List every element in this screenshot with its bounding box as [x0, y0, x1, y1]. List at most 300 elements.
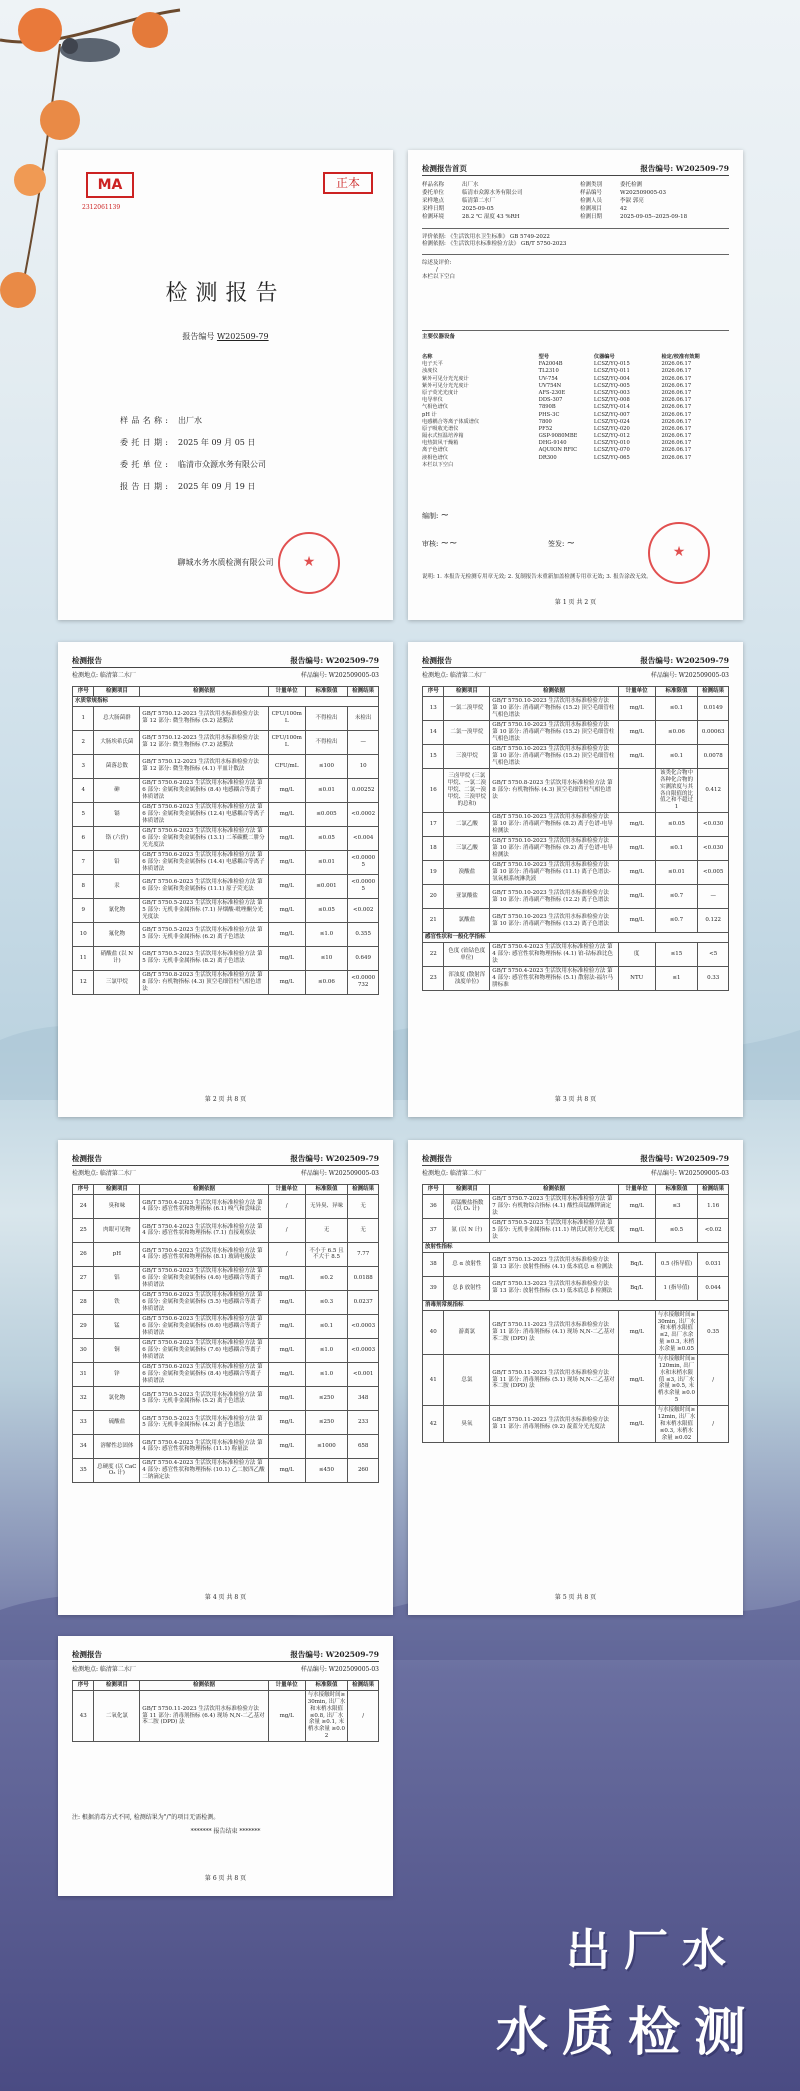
- reviewer-signature: 审核: ~~: [422, 538, 458, 549]
- table-cell: ≤0.05: [305, 826, 348, 850]
- table-cell: pH: [94, 1242, 140, 1266]
- column-header: 序号: [423, 1185, 444, 1195]
- table-cell: 30: [73, 1338, 94, 1362]
- table-cell: ≤1.0: [305, 922, 348, 946]
- column-header: 计量单位: [618, 687, 655, 697]
- table-cell: 0.0188: [348, 1266, 379, 1290]
- table-cell: CFU/100mL: [268, 730, 305, 754]
- table-cell: mg/L: [618, 1218, 655, 1242]
- table-cell: mg/L: [268, 802, 305, 826]
- table-cell: 0.031: [698, 1252, 729, 1276]
- table-cell: ≤0.1: [655, 744, 698, 768]
- table-cell: ≤0.7: [655, 909, 698, 933]
- table-cell: GB/T 5750.6-2023 生活饮用水标准检验方法 第 6 部分: 金属和类金属指标 (5.5) 电感耦合等离子体质谱法: [140, 1290, 269, 1314]
- equipment-row: 紫外可见分光光度计 UV-754 LCSZ/YQ-004 2026.06.17: [422, 375, 692, 382]
- table-cell: 二氯乙酸: [444, 813, 490, 837]
- site-label: 检测地点: 临清第二水厂: [422, 1170, 486, 1177]
- column-header: 标准限值: [305, 1185, 348, 1195]
- table-cell: GB/T 5750.6-2023 生活饮用水标准检验方法 第 6 部分: 金属和类金属指标 (14.4) 电感耦合等离子体质谱法: [140, 850, 269, 874]
- equipment-row: pH 计 PHS-3C LCSZ/YQ-007 2026.06.17: [422, 411, 692, 418]
- sample-label: 样品编号: W202509005-03: [300, 672, 379, 679]
- table-cell: <0.005: [698, 861, 729, 885]
- cma-number: 2312061139: [82, 204, 121, 211]
- site-label: 检测地点: 临清第二水厂: [72, 672, 136, 679]
- table-cell: 20: [423, 885, 444, 909]
- page-number: 第 2 页 共 8 页: [204, 1095, 247, 1103]
- table-cell: 一氯二溴甲烷: [444, 696, 490, 720]
- table-cell: mg/L: [268, 1338, 305, 1362]
- table-cell: GB/T 5750.4-2023 生活饮用水标准检验方法 第 4 部分: 感官性状和物理指标 (10.1) 乙二胺四乙酸二钠滴定法: [140, 1458, 269, 1482]
- table-cell: 16: [423, 768, 444, 812]
- table-row: [73, 1362, 379, 1386]
- table-cell: mg/L: [268, 1290, 305, 1314]
- table-cell: 0.412: [698, 768, 729, 812]
- table-cell: 2: [73, 730, 94, 754]
- table-cell: ≤0.1: [655, 696, 698, 720]
- table-row: [73, 1410, 379, 1434]
- table-cell: GB/T 5750.12-2023 生活饮用水标准检验方法 第 12 部分: 微生物指标 (5.2) 滤膜法: [140, 706, 269, 730]
- company-seal: ★: [648, 522, 710, 584]
- table-cell: GB/T 5750.5-2023 生活饮用水标准检验方法 第 5 部分: 无机非金属指标 (4.2) 离子色谱法: [140, 1410, 269, 1434]
- column-header: 检测结果: [698, 1185, 729, 1195]
- report-cover-page: [58, 150, 393, 620]
- table-cell: GB/T 5750.6-2023 生活饮用水标准检验方法 第 6 部分: 金属和类金属指标 (8.4) 电感耦合等离子体质谱法: [140, 778, 269, 802]
- header-title: 检测报告: [422, 1154, 452, 1163]
- column-header: 检测项目: [94, 1185, 140, 1195]
- table-cell: ≤0.1: [305, 1314, 348, 1338]
- table-cell: 汞: [94, 874, 140, 898]
- table-cell: 无: [305, 1218, 348, 1242]
- table-cell: 23: [423, 967, 444, 991]
- table-cell: ≤100: [305, 754, 348, 778]
- table-cell: 与水接触时间≥30min, 出厂水和末梢水限值 ≤0.8, 出厂水余量 ≥0.1, 末梢水余量 ≥0.02: [305, 1690, 348, 1741]
- table-cell: <0.0003: [348, 1314, 379, 1338]
- table-cell: mg/L: [618, 813, 655, 837]
- table-cell: <0.002: [348, 898, 379, 922]
- page-meta: [72, 1666, 379, 1674]
- table-cell: 0.0237: [348, 1290, 379, 1314]
- table-cell: mg/L: [268, 874, 305, 898]
- table-cell: ≤450: [305, 1458, 348, 1482]
- table-cell: <0.0000732: [348, 970, 379, 994]
- table-cell: GB/T 5750.11-2023 生活饮用水标准检验方法 第 11 部分: 消毒剂指标 (9.2) 靛蓝分光光度法: [490, 1406, 619, 1443]
- page-header: [422, 656, 729, 668]
- table-cell: ≤15: [655, 943, 698, 967]
- table-cell: GB/T 5750.10-2023 生活饮用水标准检验方法 第 10 部分: 消毒副产物指标 (12.2) 离子色谱法: [490, 885, 619, 909]
- table-cell: mg/L: [268, 898, 305, 922]
- table-cell: 肉眼可见物: [94, 1218, 140, 1242]
- section-label: 消毒剂常规指标: [423, 1300, 729, 1310]
- header-report-no: 报告编号: W202509-79: [290, 1154, 379, 1163]
- table-cell: <0.001: [348, 1362, 379, 1386]
- table-cell: ≤0.1: [655, 837, 698, 861]
- table-cell: 总大肠菌群: [94, 706, 140, 730]
- header-report-no: 报告编号: W202509-79: [290, 1650, 379, 1659]
- table-row: [73, 1242, 379, 1266]
- table-cell: 0.5 (指导值): [655, 1252, 698, 1276]
- table-cell: 总氯: [444, 1354, 490, 1405]
- table-cell: 镉: [94, 802, 140, 826]
- equipment-row: 电感耦合等离子体质谱仪 7800 LCSZ/YQ-024 2026.06.17: [422, 418, 692, 425]
- table-cell: GB/T 5750.10-2023 生活饮用水标准检验方法 第 10 部分: 消毒副产物指标 (15.2) 顶空毛细管柱气相色谱法: [490, 720, 619, 744]
- results-page-5: [58, 1636, 393, 1896]
- table-cell: 硫酸盐: [94, 1410, 140, 1434]
- equipment-row: 浊度仪 TL2310 LCSZ/YQ-011 2026.06.17: [422, 368, 692, 375]
- table-cell: 7: [73, 850, 94, 874]
- column-header: 检测结果: [698, 687, 729, 697]
- page-header: [72, 656, 379, 668]
- table-row: [73, 1218, 379, 1242]
- table-cell: /: [268, 1218, 305, 1242]
- sample-info-left: 样品名称 出厂水 委托单位 临清市众源水务有限公司 采样地点 临清第二水厂 采样日期 2025-09-05 检测环境 28.2 ℃ 湿度 43 %RH: [422, 182, 523, 220]
- table-cell: 5: [73, 802, 94, 826]
- table-header-row: [423, 1185, 729, 1195]
- table-cell: 233: [348, 1410, 379, 1434]
- table-row: [423, 861, 729, 885]
- table-cell: 不得检出: [305, 730, 348, 754]
- table-row: [73, 922, 379, 946]
- table-cell: 三卤甲烷 (三氯甲烷、一氯二溴甲烷、二氯一溴甲烷、三溴甲烷的总和): [444, 768, 490, 812]
- equipment-row: 原子吸收光谱仪 PF52 LCSZ/YQ-020 2026.06.17: [422, 425, 692, 432]
- table-cell: mg/L: [268, 826, 305, 850]
- table-cell: 溴酸盐: [444, 861, 490, 885]
- table-cell: GB/T 5750.6-2023 生活饮用水标准检验方法 第 6 部分: 金属和类金属指标 (4.6) 电感耦合等离子体质谱法: [140, 1266, 269, 1290]
- table-cell: ≤3: [655, 1194, 698, 1218]
- table-cell: ≤0.06: [305, 970, 348, 994]
- column-header: 检测结果: [348, 687, 379, 697]
- table-cell: mg/L: [618, 909, 655, 933]
- equipment-table: 名称 型号 仪器编号 检定/校准有效期 电子天平 FA2004B LCSZ/YQ-015 2026.06.17 浊度仪 TL2310 LCSZ/YQ-011 2026.06.17 紫外可见分光光度计 UV-754 LCSZ/YQ-004 2026.06.17 紫外可见分光光度计 UV754N LCSZ/YQ-005 2026.06.17 原子荧光光度计 AFS-230E LCSZ/YQ-003 2026.06.17 电导率仪 DDS-307 LCSZ/YQ-008 2026.06.17 气相色谱仪 7890B LCSZ/YQ-014 2026.06.17 pH 计 PHS-3C LCSZ/YQ-007 2026.06.17 电感耦合等离子体质谱仪 7800 LCSZ/YQ-024 2026.06.17 原子吸收光谱仪 PF52 LCSZ/YQ-020 2026.06.17 隔水式恒温培养箱 GSP-9080MBE LCSZ/YQ-012 2026.06.17 电热鼓风干燥箱 DHG-9140 LCSZ/YQ-010 2026.06.17 离子色谱仪 AQUION RFIC LCSZ/YQ-070 2026.06.17 液相色谱仪 DR300 LCSZ/YQ-065 2026.06.17 本栏以下空白: [422, 354, 729, 469]
- page-meta: [72, 672, 379, 680]
- table-cell: Bq/L: [618, 1252, 655, 1276]
- column-header: 检测依据: [140, 1681, 269, 1691]
- header-title: 检测报告: [72, 1650, 102, 1659]
- table-cell: GB/T 5750.13-2023 生活饮用水标准检验方法 第 13 部分: 放射性指标 (5.1) 低本底总 β 检测法: [490, 1276, 619, 1300]
- table-cell: mg/L: [268, 970, 305, 994]
- equipment-row: 隔水式恒温培养箱 GSP-9080MBE LCSZ/YQ-012 2026.06.17: [422, 433, 692, 440]
- table-cell: 铁: [94, 1290, 140, 1314]
- table-cell: 铅: [94, 850, 140, 874]
- table-row: [73, 1338, 379, 1362]
- results-table: [422, 686, 729, 991]
- table-cell: 溶解性总固体: [94, 1434, 140, 1458]
- table-cell: ≤250: [305, 1386, 348, 1410]
- table-cell: GB/T 5750.6-2023 生活饮用水标准检验方法 第 6 部分: 金属和类金属指标 (7.6) 电感耦合等离子体质谱法: [140, 1338, 269, 1362]
- table-cell: 与水接触时间≥120min, 出厂水和末梢水限值 ≤3, 出厂水余量 ≥0.5, 末梢水余量 ≥0.05: [655, 1354, 698, 1405]
- column-header: 检测项目: [444, 1185, 490, 1195]
- table-cell: <0.00005: [348, 850, 379, 874]
- report-title: 检测报告: [165, 281, 286, 306]
- results-page-2: [408, 642, 743, 1117]
- table-cell: 亚氯酸盐: [444, 885, 490, 909]
- table-cell: 0.0149: [698, 696, 729, 720]
- page-header: [72, 1154, 379, 1166]
- report-note: 说明: 1. 本报告无检测专用章无效; 2. 复制报告未重新加盖检测专用章无效; 3. 报告涂改无效。: [422, 574, 652, 580]
- table-row: [423, 1276, 729, 1300]
- header-title: 检测报告: [72, 1154, 102, 1163]
- company-seal: ★: [278, 532, 340, 594]
- column-header: 计量单位: [268, 1681, 305, 1691]
- table-cell: 43: [73, 1690, 94, 1741]
- table-cell: 6: [73, 826, 94, 850]
- table-cell: 大肠埃希氏菌: [94, 730, 140, 754]
- table-row: [73, 970, 379, 994]
- table-cell: ≤1.0: [305, 1362, 348, 1386]
- results-page-3: [58, 1140, 393, 1615]
- table-cell: 17: [423, 813, 444, 837]
- equipment-row: 离子色谱仪 AQUION RFIC LCSZ/YQ-070 2026.06.17: [422, 447, 692, 454]
- site-label: 检测地点: 临清第二水厂: [422, 672, 486, 679]
- table-cell: 8: [73, 874, 94, 898]
- table-row: [73, 1434, 379, 1458]
- table-cell: 砷: [94, 778, 140, 802]
- equipment-title: 主要仪器设备: [422, 334, 456, 340]
- table-cell: GB/T 5750.4-2023 生活饮用水标准检验方法 第 4 部分: 感官性状和物理指标 (5.1) 散射法-福尔马肼标准: [490, 967, 619, 991]
- table-row: [73, 1314, 379, 1338]
- table-cell: 氰化物: [94, 898, 140, 922]
- table-cell: 24: [73, 1194, 94, 1218]
- table-cell: ≤1: [655, 967, 698, 991]
- table-cell: ≤250: [305, 1410, 348, 1434]
- header-report-no: 报告编号: W202509-79: [640, 1154, 729, 1163]
- table-cell: ≤10: [305, 946, 348, 970]
- table-cell: 二氧化氯: [94, 1690, 140, 1741]
- table-cell: 36: [423, 1194, 444, 1218]
- page-number: 第 4 页 共 8 页: [204, 1593, 247, 1601]
- table-cell: ≤1.0: [305, 1338, 348, 1362]
- table-cell: 度: [618, 943, 655, 967]
- sample-label: 样品编号: W202509005-03: [650, 1170, 729, 1177]
- original-stamp: 正本: [323, 172, 373, 194]
- table-cell: ≤0.005: [305, 802, 348, 826]
- table-cell: mg/L: [618, 720, 655, 744]
- cover-field: 样品名称: 出厂水: [120, 416, 202, 425]
- table-cell: 0.00252: [348, 778, 379, 802]
- table-cell: 臭氧: [444, 1406, 490, 1443]
- table-cell: 15: [423, 744, 444, 768]
- conclusion: 综述及评价: / 本栏以下空白: [422, 260, 456, 280]
- table-cell: 348: [348, 1386, 379, 1410]
- table-cell: 色度 (铂钴色度单位): [444, 943, 490, 967]
- table-cell: 0.122: [698, 909, 729, 933]
- table-cell: GB/T 5750.4-2023 生活饮用水标准检验方法 第 4 部分: 感官性状和物理指标 (8.1) 玻璃电极法: [140, 1242, 269, 1266]
- table-cell: 658: [348, 1434, 379, 1458]
- table-cell: GB/T 5750.6-2023 生活饮用水标准检验方法 第 6 部分: 金属和类金属指标 (12.4) 电感耦合等离子体质谱法: [140, 802, 269, 826]
- table-cell: mg/L: [268, 1362, 305, 1386]
- site-label: 检测地点: 临清第二水厂: [72, 1170, 136, 1177]
- table-row: [423, 909, 729, 933]
- header-title: 检测报告: [72, 656, 102, 665]
- table-cell: GB/T 5750.12-2023 生活饮用水标准检验方法 第 12 部分: 微生物指标 (7.2) 滤膜法: [140, 730, 269, 754]
- table-row: [423, 1218, 729, 1242]
- page-number: 第 5 页 共 8 页: [554, 1593, 597, 1601]
- column-header: 序号: [73, 1185, 94, 1195]
- table-cell: 未检出: [348, 706, 379, 730]
- page-header: 检测报告首页 报告编号: W202509-79: [422, 164, 729, 176]
- table-cell: 无异臭、异味: [305, 1194, 348, 1218]
- table-cell: 无: [348, 1218, 379, 1242]
- table-cell: GB/T 5750.5-2023 生活饮用水标准检验方法 第 5 部分: 无机非金属指标 (6.2) 离子色谱法: [140, 922, 269, 946]
- table-cell: GB/T 5750.6-2023 生活饮用水标准检验方法 第 6 部分: 金属和类金属指标 (6.6) 电感耦合等离子体质谱法: [140, 1314, 269, 1338]
- table-cell: mg/L: [268, 1458, 305, 1482]
- table-cell: 37: [423, 1218, 444, 1242]
- table-cell: <0.0003: [348, 1338, 379, 1362]
- table-cell: GB/T 5750.5-2023 生活饮用水标准检验方法 第 5 部分: 无机非金属指标 (8.2) 离子色谱法: [140, 946, 269, 970]
- table-row: [423, 1310, 729, 1354]
- table-cell: 0.33: [698, 967, 729, 991]
- table-cell: ≤0.001: [305, 874, 348, 898]
- table-row: [423, 943, 729, 967]
- table-cell: GB/T 5750.12-2023 生活饮用水标准检验方法 第 12 部分: 微生物指标 (4.1) 平皿计数法: [140, 754, 269, 778]
- table-cell: 菌落总数: [94, 754, 140, 778]
- table-row: [73, 1458, 379, 1482]
- table-cell: ≤0.3: [305, 1290, 348, 1314]
- table-cell: <0.00005: [348, 874, 379, 898]
- equipment-row: 原子荧光光度计 AFS-230E LCSZ/YQ-003 2026.06.17: [422, 389, 692, 396]
- table-cell: mg/L: [618, 837, 655, 861]
- table-cell: GB/T 5750.6-2023 生活饮用水标准检验方法 第 6 部分: 金属和类金属指标 (11.1) 原子荧光法: [140, 874, 269, 898]
- table-cell: 锰: [94, 1314, 140, 1338]
- table-cell: GB/T 5750.8-2023 生活饮用水标准检验方法 第 8 部分: 有机物指标 (4.3) 顶空毛细管柱气相色谱法: [490, 768, 619, 812]
- table-cell: 7.77: [348, 1242, 379, 1266]
- table-cell: 氯化物: [94, 1386, 140, 1410]
- table-cell: 氟化物: [94, 922, 140, 946]
- table-row: [423, 720, 729, 744]
- results-table: [72, 686, 379, 995]
- table-cell: /: [698, 1406, 729, 1443]
- table-cell: mg/L: [268, 922, 305, 946]
- headline-line-1: 出厂水: [566, 1925, 740, 1976]
- table-row: [423, 696, 729, 720]
- table-cell: ≤0.2: [305, 1266, 348, 1290]
- cma-mark: MA: [86, 172, 134, 198]
- table-cell: GB/T 5750.10-2023 生活饮用水标准检验方法 第 10 部分: 消毒副产物指标 (11.1) 离子色谱法-氢氧根系统淋洗液: [490, 861, 619, 885]
- table-cell: mg/L: [618, 696, 655, 720]
- table-cell: 19: [423, 861, 444, 885]
- table-row: [423, 885, 729, 909]
- table-cell: NTU: [618, 967, 655, 991]
- header-report-no: 报告编号: W202509-79: [640, 656, 729, 665]
- table-cell: ≤0.05: [655, 813, 698, 837]
- column-header: 标准限值: [655, 1185, 698, 1195]
- table-cell: 铬 (六价): [94, 826, 140, 850]
- cover-field: 委托日期: 2025 年 09 月 05 日: [120, 438, 256, 447]
- column-header: 检测项目: [94, 1681, 140, 1691]
- table-cell: <0.004: [348, 826, 379, 850]
- table-cell: 高锰酸盐指数 (以 O₂ 计): [444, 1194, 490, 1218]
- table-cell: <5: [698, 943, 729, 967]
- table-cell: GB/T 5750.10-2023 生活饮用水标准检验方法 第 10 部分: 消毒副产物指标 (9.2) 离子色谱-电导检测法: [490, 837, 619, 861]
- page-number: 第 3 页 共 8 页: [554, 1095, 597, 1103]
- table-cell: 与水接触时间≥12min, 出厂水和末梢水限值 ≤0.3, 末梢水余量 ≥0.02: [655, 1406, 698, 1443]
- table-cell: ≤0.5: [655, 1218, 698, 1242]
- table-row: [423, 768, 729, 812]
- table-cell: 29: [73, 1314, 94, 1338]
- section-row: [423, 1300, 729, 1310]
- column-header: 检测项目: [94, 687, 140, 697]
- table-cell: 42: [423, 1406, 444, 1443]
- table-header-row: [423, 687, 729, 697]
- table-cell: GB/T 5750.8-2023 生活饮用水标准检验方法 第 8 部分: 有机物指标 (4.3) 顶空毛细管柱气相色谱法: [140, 970, 269, 994]
- table-header-row: [73, 1681, 379, 1691]
- equipment-row: 紫外可见分光光度计 UV754N LCSZ/YQ-005 2026.06.17: [422, 382, 692, 389]
- table-cell: 31: [73, 1362, 94, 1386]
- table-cell: 铜: [94, 1338, 140, 1362]
- sample-label: 样品编号: W202509005-03: [300, 1666, 379, 1673]
- equipment-row: 液相色谱仪 DR300 LCSZ/YQ-065 2026.06.17: [422, 454, 692, 461]
- table-cell: GB/T 5750.10-2023 生活饮用水标准检验方法 第 10 部分: 消毒副产物指标 (13.2) 离子色谱法: [490, 909, 619, 933]
- table-cell: 35: [73, 1458, 94, 1482]
- table-cell: GB/T 5750.6-2023 生活饮用水标准检验方法 第 6 部分: 金属和类金属指标 (8.4) 电感耦合等离子体质谱法: [140, 1362, 269, 1386]
- table-cell: 浑浊度 (散射浑浊度单位): [444, 967, 490, 991]
- table-row: [423, 1406, 729, 1443]
- table-cell: GB/T 5750.6-2023 生活饮用水标准检验方法 第 6 部分: 金属和类金属指标 (13.1) 二苯碳酰二肼分光光度法: [140, 826, 269, 850]
- table-cell: ≤0.01: [305, 850, 348, 874]
- table-cell: 40: [423, 1310, 444, 1354]
- header-title: 检测报告: [422, 656, 452, 665]
- page-meta: [422, 672, 729, 680]
- table-cell: /: [698, 1354, 729, 1405]
- table-cell: 不得检出: [305, 706, 348, 730]
- table-cell: mg/L: [268, 946, 305, 970]
- table-row: [73, 730, 379, 754]
- table-cell: 26: [73, 1242, 94, 1266]
- column-header: 标准限值: [655, 687, 698, 697]
- headline-line-2: 水质检测: [495, 2003, 760, 2063]
- table-cell: ≤0.06: [655, 720, 698, 744]
- column-header: 检测结果: [348, 1185, 379, 1195]
- table-cell: GB/T 5750.13-2023 生活饮用水标准检验方法 第 13 部分: 放射性指标 (4.1) 低本底总 α 检测法: [490, 1252, 619, 1276]
- table-cell: 1: [73, 706, 94, 730]
- page-header: [72, 1650, 379, 1662]
- table-cell: mg/L: [268, 778, 305, 802]
- sample-info-right: 检测类别 委托检测 样品编号 W202509005-03 检测人员 李淑 郭亮 检测项目 42 检测日期 2025-09-05--2025-09-18: [580, 182, 688, 220]
- table-cell: 氯酸盐: [444, 909, 490, 933]
- table-cell: 0.355: [348, 922, 379, 946]
- table-cell: 0.649: [348, 946, 379, 970]
- table-row: [423, 813, 729, 837]
- results-table: [72, 1184, 379, 1483]
- table-cell: 27: [73, 1266, 94, 1290]
- table-row: [423, 1354, 729, 1405]
- table-row: [73, 1690, 379, 1741]
- table-header-row: [73, 1185, 379, 1195]
- section-row: [423, 933, 729, 943]
- table-cell: 硝酸盐 (以 N 计): [94, 946, 140, 970]
- column-header: 检测结果: [348, 1681, 379, 1691]
- page-number: 第 1 页 共 2 页: [554, 598, 597, 606]
- table-cell: GB/T 5750.4-2023 生活饮用水标准检验方法 第 4 部分: 感官性状和物理指标 (7.1) 直接观察法: [140, 1218, 269, 1242]
- table-cell: —: [698, 885, 729, 909]
- table-cell: 32: [73, 1386, 94, 1410]
- results-page-1: [58, 642, 393, 1117]
- table-cell: mg/L: [268, 1434, 305, 1458]
- table-cell: mg/L: [268, 850, 305, 874]
- table-cell: 不小于 6.5 且不大于 8.5: [305, 1242, 348, 1266]
- table-cell: GB/T 5750.5-2023 生活饮用水标准检验方法 第 5 部分: 无机非金属指标 (5.2) 离子色谱法: [140, 1386, 269, 1410]
- report-end: ******* 报告结束 *******: [190, 1828, 261, 1835]
- table-cell: GB/T 5750.11-2023 生活饮用水标准检验方法 第 11 部分: 消毒剂指标 (5.1) 现场 N,N-二乙基对苯二胺 (DPD) 法: [490, 1354, 619, 1405]
- table-row: [73, 826, 379, 850]
- approver-signature: 签发: ~: [548, 538, 575, 549]
- table-cell: 38: [423, 1252, 444, 1276]
- report-front-page: [408, 150, 743, 620]
- equipment-row: 电导率仪 DDS-307 LCSZ/YQ-008 2026.06.17: [422, 397, 692, 404]
- section-label: 水质常规指标: [73, 696, 379, 706]
- sample-label: 样品编号: W202509005-03: [650, 672, 729, 679]
- table-cell: 9: [73, 898, 94, 922]
- table-cell: mg/L: [268, 1266, 305, 1290]
